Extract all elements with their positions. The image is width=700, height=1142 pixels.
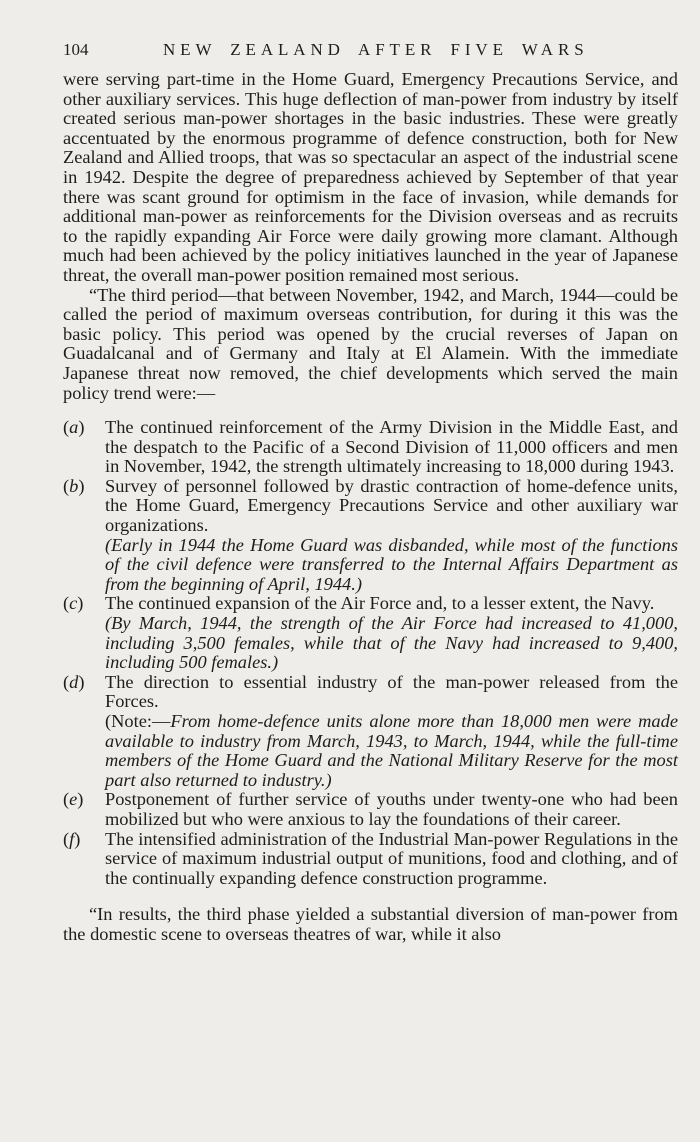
paragraph-continued: were serving part-time in the Home Guard, Emergency Precautions Service, and other auxiliary services. This huge deflection of man-power from industry by itself created serious man-power shortages in the basic industries. These were greatly accentuated by the enormous programme of defence construction, both for New Zealand and Allied troops, that was so spectacular an aspect of the industrial scene in 1942. Despite the degree of preparedness achieved by September of that year there was scant ground for optimism in the face of invasion, while demands for additional man-power as reinforcements for the Division overseas and as recruits to the rapidly expanding Air Force were daily growing more clamant. Although much had been achieved by the policy initiatives launched in the year of Japanese threat, the overall man-power position remained most serious.	[63, 69, 678, 285]
paragraph-third-period: “The third period—that between November, 1942, and March, 1944—could be called the period of maximum overseas contribution, for during it this was the basic policy. This period was opened by the crucial reverses of Japan on Guadalcanal and of Germany and Italy at El Alamein. With the immediate Japanese threat now removed, the chief developments which served the main policy trend were:—	[63, 284, 678, 403]
list-label: (f)	[63, 828, 81, 849]
list-item-f	[63, 830, 678, 889]
list-item-e	[63, 790, 678, 829]
list-item-a	[63, 418, 678, 477]
list-item-note: (Early in 1944 the Home Guard was disbanded, while most of the functions of the civil defence were transferred to the Internal Affairs Department as from the beginning of April, 1944.)	[105, 534, 678, 594]
list-item-text: Survey of personnel followed by drastic contraction of home-defence units, the Home Guard, Emergency Precautions Service and other auxiliary war organizations.	[105, 475, 678, 536]
list-item-note: (By March, 1944, the strength of the Air Force had increased to 41,000, including 3,500 females, while that of the Navy had increased to 9,400, including 500 females.)	[105, 613, 678, 673]
list-item-text: The continued expansion of the Air Force and, to a lesser extent, the Navy.	[105, 593, 655, 614]
list-item-text: The direction to essential industry of the man-power released from the Forces.	[105, 671, 678, 712]
list-item-d	[63, 673, 678, 791]
list-label: (c)	[63, 593, 84, 614]
running-title: NEW ZEALAND AFTER FIVE WARS	[163, 40, 589, 59]
list-item-text: The continued reinforcement of the Army Division in the Middle East, and the despatch to the Pacific of a Second Division of 11,000 officers and men in November, 1942, the strength ultimately increasing to 18,000 during 1943.	[105, 417, 678, 477]
list-label: (e)	[63, 789, 84, 810]
list-item-b	[63, 477, 678, 595]
list-label: (d)	[63, 671, 85, 692]
list-label: (a)	[63, 417, 85, 438]
body-text	[63, 70, 678, 945]
developments-list	[63, 418, 678, 888]
list-item-c	[63, 594, 678, 672]
page-header	[63, 40, 641, 62]
list-label: (b)	[63, 475, 85, 496]
list-item-text: The intensified administration of the Industrial Man-power Regulations in the service of maximum industrial output of munitions, food and clothing, and of the continually expanding defence construction programme.	[105, 828, 678, 888]
list-item-note: (Note:—From home-defence units alone more than 18,000 men were made available to industry from March, 1943, to March, 1944, while the full-time members of the Home Guard and the National Military Reserve for the most part also returned to industry.)	[105, 711, 678, 790]
paragraph-results: “In results, the third phase yielded a substantial diversion of man-power from the domestic scene to overseas theatres of war, while it also	[63, 904, 678, 944]
page-number: 104	[63, 40, 89, 59]
list-item-text: Postponement of further service of youths under twenty-one who had been mobilized but who were anxious to lay the foundations of their career.	[105, 789, 678, 829]
